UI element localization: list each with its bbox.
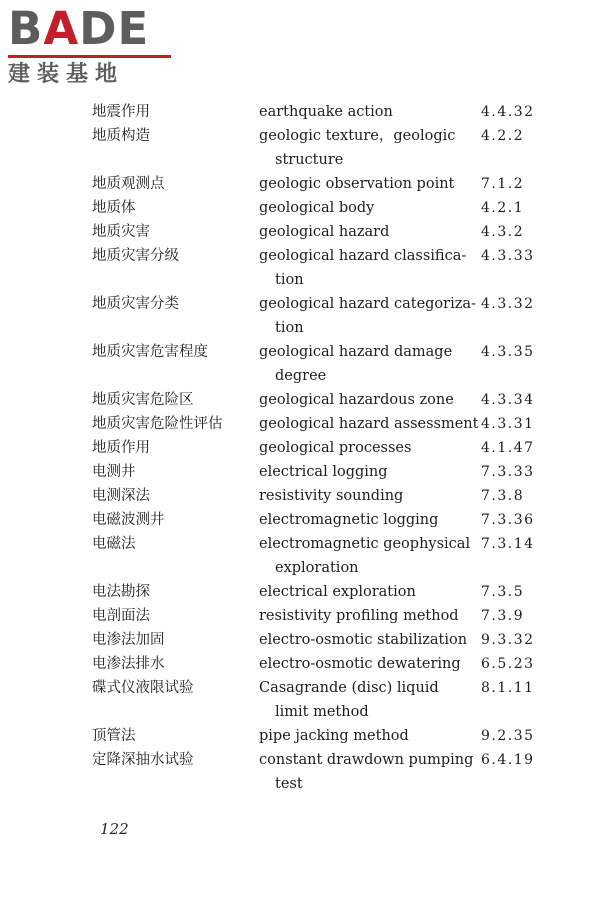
term-english-continuation: tion — [275, 272, 304, 288]
term-english — [259, 532, 471, 580]
section-reference: 7.3.14 — [481, 536, 535, 552]
section-reference: 7.3.8 — [481, 488, 525, 504]
term-chinese: 地质作用 — [92, 440, 150, 456]
term-english-line: electrical exploration — [259, 584, 416, 600]
term-english-line: Casagrande (disc) liquid — [259, 680, 439, 696]
term-chinese: 定降深抽水试验 — [92, 752, 194, 768]
term-english — [259, 460, 464, 484]
term-english-line: electromagnetic geophysical — [259, 536, 471, 552]
term-english-line: electro-osmotic dewatering — [259, 656, 461, 672]
section-reference: 4.3.34 — [481, 392, 535, 408]
term-english-line: geological hazardous zone — [259, 392, 454, 408]
term-english — [259, 436, 464, 460]
term-english-continuation: tion — [275, 320, 304, 336]
term-english-line: electrical logging — [259, 464, 388, 480]
term-english — [259, 124, 464, 172]
term-chinese: 电磁波测井 — [92, 512, 165, 528]
section-reference: 7.3.36 — [481, 512, 535, 528]
term-english-line: resistivity profiling method — [259, 608, 459, 624]
term-english — [259, 244, 467, 292]
term-english — [259, 628, 468, 652]
section-reference: 9.2.35 — [481, 728, 535, 744]
term-chinese: 电渗法排水 — [92, 656, 165, 672]
term-english-line: electro-osmotic stabilization — [259, 632, 468, 648]
term-english-line: geological hazard — [259, 224, 390, 240]
term-english — [259, 508, 464, 532]
section-reference: 4.2.2 — [481, 128, 525, 144]
term-english — [259, 724, 464, 748]
logo-letter-e: E — [117, 2, 150, 55]
section-reference: 7.3.9 — [481, 608, 525, 624]
term-english — [259, 340, 464, 388]
section-reference: 4.3.35 — [481, 344, 535, 360]
term-chinese: 地质灾害危害程度 — [92, 344, 208, 360]
section-reference: 4.3.32 — [481, 296, 535, 312]
section-reference: 7.3.33 — [481, 464, 535, 480]
term-english-line: geological hazard damage — [259, 344, 453, 360]
logo-letter-d: D — [79, 2, 118, 55]
term-english-line: geological hazard assessment — [259, 416, 479, 432]
term-chinese: 地质灾害分级 — [92, 248, 179, 264]
term-english — [259, 412, 479, 436]
term-english — [259, 676, 464, 724]
section-reference: 4.4.32 — [481, 104, 535, 120]
term-english-continuation: structure — [275, 152, 344, 168]
term-english-line: resistivity sounding — [259, 488, 404, 504]
term-english-continuation: test — [275, 776, 303, 792]
term-english-continuation: degree — [275, 368, 327, 384]
term-chinese: 地质灾害危险区 — [92, 392, 194, 408]
term-english-continuation: exploration — [275, 560, 359, 576]
term-chinese: 地质体 — [92, 200, 136, 216]
term-chinese: 地质灾害分类 — [92, 296, 179, 312]
term-english — [259, 484, 464, 508]
page-number: 122 — [100, 820, 129, 838]
term-english-line: geologic observation point — [259, 176, 455, 192]
term-english — [259, 220, 464, 244]
logo-divider — [8, 55, 171, 58]
term-english — [259, 652, 464, 676]
term-english — [259, 604, 464, 628]
logo-letter-a: A — [43, 2, 80, 55]
term-english-line: geological body — [259, 200, 375, 216]
term-english-line: geologic texture，geologic — [259, 128, 456, 144]
section-reference: 4.2.1 — [481, 200, 525, 216]
term-chinese: 地质构造 — [92, 128, 150, 144]
term-chinese: 地质灾害危险性评估 — [92, 416, 223, 432]
term-chinese: 顶管法 — [92, 728, 136, 744]
term-english-line: electromagnetic logging — [259, 512, 439, 528]
term-chinese: 电剖面法 — [92, 608, 150, 624]
term-english-line: geological hazard categoriza- — [259, 296, 476, 312]
term-chinese: 碟式仪液限试验 — [92, 680, 194, 696]
term-english-line: earthquake action — [259, 104, 393, 120]
section-reference: 4.3.2 — [481, 224, 525, 240]
term-english-line: geological processes — [259, 440, 412, 456]
section-reference: 6.5.23 — [481, 656, 535, 672]
logo-word — [8, 2, 150, 55]
term-chinese: 电测深法 — [92, 488, 150, 504]
term-chinese: 电磁法 — [92, 536, 136, 552]
term-chinese: 电渗法加固 — [92, 632, 165, 648]
term-english — [259, 100, 464, 124]
section-reference: 8.1.11 — [481, 680, 535, 696]
term-chinese: 电测井 — [92, 464, 136, 480]
term-chinese: 地质灾害 — [92, 224, 150, 240]
section-reference: 6.4.19 — [481, 752, 535, 768]
term-english — [259, 580, 464, 604]
term-english — [259, 292, 476, 340]
logo-letter-b: B — [8, 2, 44, 55]
term-english-line: pipe jacking method — [259, 728, 409, 744]
term-chinese: 地震作用 — [92, 104, 150, 120]
term-english — [259, 172, 464, 196]
section-reference: 4.1.47 — [481, 440, 535, 456]
section-reference: 4.3.33 — [481, 248, 535, 264]
term-english — [259, 388, 464, 412]
term-chinese: 电法勘探 — [92, 584, 150, 600]
term-chinese: 地质观测点 — [92, 176, 165, 192]
term-english-continuation: limit method — [275, 704, 369, 720]
term-english — [259, 748, 474, 796]
term-english-line: geological hazard classifica- — [259, 248, 467, 264]
logo-chinese-text: 建装基地 — [8, 62, 125, 87]
section-reference: 4.3.31 — [481, 416, 535, 432]
section-reference: 9.3.32 — [481, 632, 535, 648]
term-english — [259, 196, 464, 220]
bade-logo — [8, 2, 178, 90]
section-reference: 7.3.5 — [481, 584, 525, 600]
term-english-line: constant drawdown pumping — [259, 752, 474, 768]
section-reference: 7.1.2 — [481, 176, 525, 192]
